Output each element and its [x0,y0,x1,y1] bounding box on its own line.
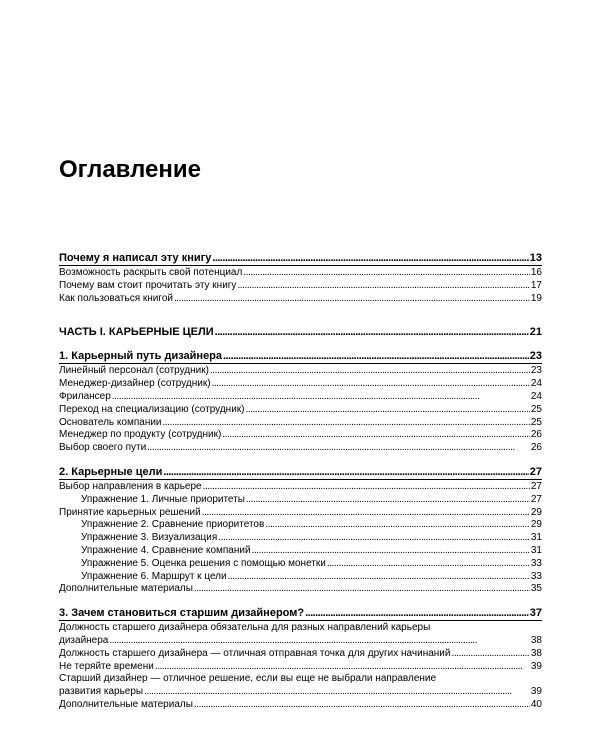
toc-entry[interactable] [59,267,542,280]
toc-page-number: 26 [530,442,542,454]
dot-leader [163,417,530,430]
toc-entry-title: Дополнительные материалы [59,698,193,710]
toc-page-number: 19 [530,292,542,304]
toc-page-number: 29 [530,519,542,531]
toc-entry-title: Основатель компании [59,416,162,428]
toc-page-number: 24 [530,390,542,402]
toc-entry[interactable] [59,404,542,417]
dot-leader [252,545,530,558]
dot-leader [194,699,530,712]
chapter-underline [59,620,542,621]
toc-page-number: 23 [529,350,542,363]
toc-entry[interactable] [59,622,542,648]
toc-page-number: 29 [530,506,542,518]
toc-entry-title: Упражнение 5. Оценка решения с помощью монетки [81,557,326,569]
toc-page-number: 33 [530,557,542,569]
toc-entry[interactable] [59,365,542,378]
chapter-underline [59,363,542,364]
dot-leader [212,378,530,391]
dot-leader [144,686,530,699]
toc-entry[interactable] [59,417,542,430]
toc-entry-title-cont: дизайнера [59,634,109,646]
toc-entry[interactable] [59,571,542,584]
chapter-underline [59,265,542,266]
dot-leader [163,465,528,479]
toc-entry-title: ЧАСТЬ I. КАРЬЕРНЫЕ ЦЕЛИ [59,326,214,339]
dot-leader [223,349,529,363]
toc-page-number: 38 [530,647,542,659]
toc-entry[interactable] [59,583,542,596]
toc-page-number: 40 [530,698,542,710]
toc-entry[interactable] [59,293,542,306]
dot-leader [212,251,528,265]
toc-entry[interactable] [59,280,542,293]
toc-chapter-entry[interactable] [59,606,542,620]
toc-entry-title: Упражнение 6. Маршрут к цели [81,570,227,582]
toc-page-number: 31 [530,544,542,556]
toc-entry-title: Упражнение 2. Сравнение приоритетов [81,519,265,531]
toc-page-number: 16 [530,267,542,278]
dot-leader [174,293,530,306]
toc-page-number: 37 [529,607,542,620]
chapter-underline [59,479,542,480]
toc-entry[interactable] [59,481,542,494]
toc-page-number: 13 [529,252,542,264]
toc-entry-title: Как пользоваться книгой [59,292,173,304]
toc-chapter-entry[interactable] [59,465,542,479]
toc-entry[interactable] [59,661,542,674]
toc-entry-title: Менеджер-дизайнер (сотрудник) [59,378,211,390]
dot-leader [112,391,530,404]
section-gap [59,455,542,465]
toc-entry-title: Фрилансер [59,390,111,402]
dot-leader [203,481,530,494]
toc-entry-title: Возможность раскрыть свой потенциал [59,267,243,278]
toc-page-number: 17 [530,279,542,291]
dot-leader [265,519,530,532]
toc-entry-title: Линейный персонал (сотрудник) [59,365,209,377]
dot-leader [202,507,530,520]
dot-leader [215,325,529,339]
toc-entry[interactable] [59,442,542,455]
toc-entry-title: Не теряйте времени [59,660,154,672]
dot-leader [218,532,530,545]
toc-entry-title: Дополнительные материалы [59,583,193,595]
toc-entry-title: Почему вам стоит прочитать эту книгу [59,279,237,291]
toc-entry-title-cont: развития карьеры [59,686,144,698]
dot-leader [155,661,530,674]
toc-entry-title: Переход на специализацию (сотрудник) [59,403,245,415]
toc-entry[interactable] [59,699,542,712]
toc-entry-title: 2. Карьерные цели [59,465,163,478]
section-gap [59,339,542,349]
toc-entry[interactable] [59,558,542,571]
toc-entry[interactable] [59,519,542,532]
toc-entry-title: Упражнение 3. Визуализация [81,532,218,544]
dot-leader [305,606,529,620]
toc-entry-title: 1. Карьерный путь дизайнера [59,350,223,363]
toc-page-number: 27 [529,465,542,478]
dot-leader [147,442,530,455]
toc-entry[interactable] [59,429,542,442]
toc-entry-title: Принятие карьерных решений [59,506,201,518]
toc-entry-title: 3. Зачем становиться старшим дизайнером? [59,607,305,620]
toc-page-number: 35 [530,583,542,595]
toc-page-number: 23 [530,365,542,377]
table-of-contents [59,251,542,712]
toc-page-number: 25 [530,403,542,415]
toc-entry[interactable] [59,391,542,404]
toc-entry[interactable] [59,648,542,661]
toc-chapter-entry[interactable] [59,251,542,265]
toc-page-number: 39 [530,660,542,672]
dot-leader [246,404,530,417]
toc-entry-title: Менеджер по продукту (сотрудник) [59,429,222,441]
toc-entry[interactable] [59,545,542,558]
toc-entry-title: Выбор своего пути [59,442,147,454]
toc-page-number: 27 [530,480,542,492]
dot-leader [228,571,530,584]
dot-leader [327,558,530,571]
dot-leader [194,583,530,596]
toc-page-number: 21 [529,326,542,339]
toc-entry-title: Должность старшего дизайнера — отличная отправная точка для других начинаний [59,647,451,659]
toc-page-number: 24 [530,378,542,390]
toc-chapter-entry[interactable] [59,349,542,363]
toc-page-number: 33 [530,570,542,582]
dot-leader [246,494,530,507]
section-gap [59,596,542,606]
toc-entry[interactable] [59,507,542,520]
toc-entry-title: Выбор направления в карьере [59,480,202,492]
toc-entry-title: Упражнение 1. Личные приоритеты [81,493,245,505]
toc-entry-title: Почему я написал эту книгу [59,252,212,264]
dot-leader [237,280,529,293]
toc-page-number: 25 [530,416,542,428]
dot-leader [243,267,530,280]
toc-entry[interactable] [59,673,542,699]
dot-leader [210,365,530,378]
toc-entry-line2 [59,686,542,699]
toc-page-number: 38 [530,634,542,646]
dot-leader [451,648,529,661]
page-title: Оглавление [59,156,201,183]
dot-leader [222,429,530,442]
toc-page-number: 27 [530,493,542,505]
toc-part-entry[interactable] [59,325,542,339]
toc-page-number: 31 [530,532,542,544]
toc-entry-title: Должность старшего дизайнера обязательна для разных направлений карьеры [59,622,431,634]
toc-page-number: 26 [530,429,542,441]
toc-entry-title: Упражнение 4. Сравнение компаний [81,544,251,556]
toc-entry[interactable] [59,494,542,507]
dot-leader [109,635,530,648]
toc-entry[interactable] [59,532,542,545]
toc-entry-title: Старший дизайнер — отличное решение, если вы еще не выбрали направление [59,673,437,685]
toc-page-number: 39 [530,686,542,698]
toc-entry[interactable] [59,378,542,391]
toc-entry-line2 [59,635,542,648]
